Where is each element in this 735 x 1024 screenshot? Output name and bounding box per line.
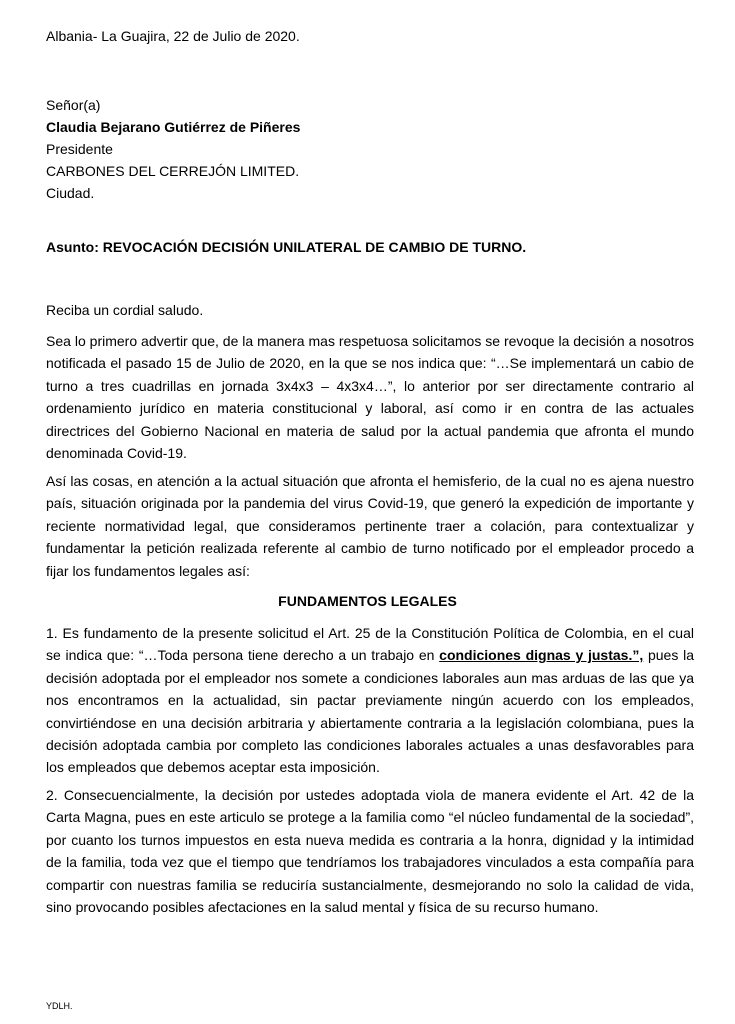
recipient-salutation: Señor(a) bbox=[46, 97, 101, 113]
fundamento-2: 2. Consecuencialmente, la decisión por ustedes adoptada viola de manera evidente el Art. 42 de la Carta Magna, pues en este articulo se protege a la familia como “el núcleo fundamental de la sociedad”, por cuanto los turnos impuestos en esta nueva medida es contraria a la honra, dignidad y la intimidad de la familia, toda vez que el tiempo que tendríamos los trabajadores vinculados a esta compañía para compartir con nuestras familia se reduciría sustancialmente, desmejorando no solo la calidad de vida, sino provocando posibles afectaciones en la salud mental y física de su recurso humano. bbox=[46, 787, 694, 916]
subject-label: Asunto: bbox=[46, 239, 99, 255]
fundamento-1-emphasis: condiciones dignas y justas.”, bbox=[439, 647, 644, 664]
recipient-city: Ciudad. bbox=[46, 185, 95, 201]
subject-line bbox=[46, 239, 526, 256]
recipient-role: Presidente bbox=[46, 141, 113, 157]
footer-initials: YDLH. bbox=[46, 1001, 73, 1011]
fundamento-1 bbox=[46, 622, 694, 779]
paragraph-2: Así las cosas, en atención a la actual situación que afronta el hemisferio, de la cual no es ajena nuestro país, situación originada por la pandemia del virus Covid-19, que generó la expedición de importante y reciente normatividad legal, que consideramos pertinente traer a colación, para contextualizar y fundamentar la petición realizada referente al cambio de turno notificado por el empleador procedo a fijar los fundamentos legales así: bbox=[46, 473, 694, 579]
fundamento-1-text-end: pues la decisión adoptada por el empleador nos somete a condiciones laborales aun mas arduas de las que ya nos encontramos en la actualidad, sin pactar previamente ningún acuerdo con los empleados, convirtiéndose en una decisión arbitraria y abiertamente contraria a la legislación colombiana, pues la decisión adoptada cambia por completo las condiciones laborales actuales a unas desfavorables para los empleados que debemos aceptar esta imposición. bbox=[46, 647, 694, 776]
fundamento-1-text-start: 1. Es fundamento de la presente solicitud el Art. 25 de la Constitución Política de Colombia, en el cual se indica que: “…Toda persona tiene derecho a un trabajo en bbox=[46, 625, 694, 664]
greeting: Reciba un cordial saludo. bbox=[46, 302, 204, 318]
recipient-name: Claudia Bejarano Gutiérrez de Piñeres bbox=[46, 119, 301, 135]
recipient-company: CARBONES DEL CERREJÓN LIMITED. bbox=[46, 163, 300, 179]
paragraph-1: Sea lo primero advertir que, de la manera mas respetuosa solicitamos se revoque la decisión a nosotros notificada el pasado 15 de Julio de 2020, en la que se nos indica que: “…Se implementará un cabio de turno a tres cuadrillas en jornada 3x4x3 – 4x3x4…”, lo anterior por ser directamente contrario al ordenamiento jurídico en materia constitucional y laboral, así como ir en contra de las actuales directrices del Gobierno Nacional en materia de salud por la actual pandemia que afronta el mundo denominada Covid-19. bbox=[46, 333, 694, 462]
section-title: FUNDAMENTOS LEGALES bbox=[278, 593, 457, 609]
subject-text: REVOCACIÓN DECISIÓN UNILATERAL DE CAMBIO DE TURNO. bbox=[102, 239, 527, 255]
place-date: Albania- La Guajira, 22 de Julio de 2020. bbox=[46, 28, 300, 44]
